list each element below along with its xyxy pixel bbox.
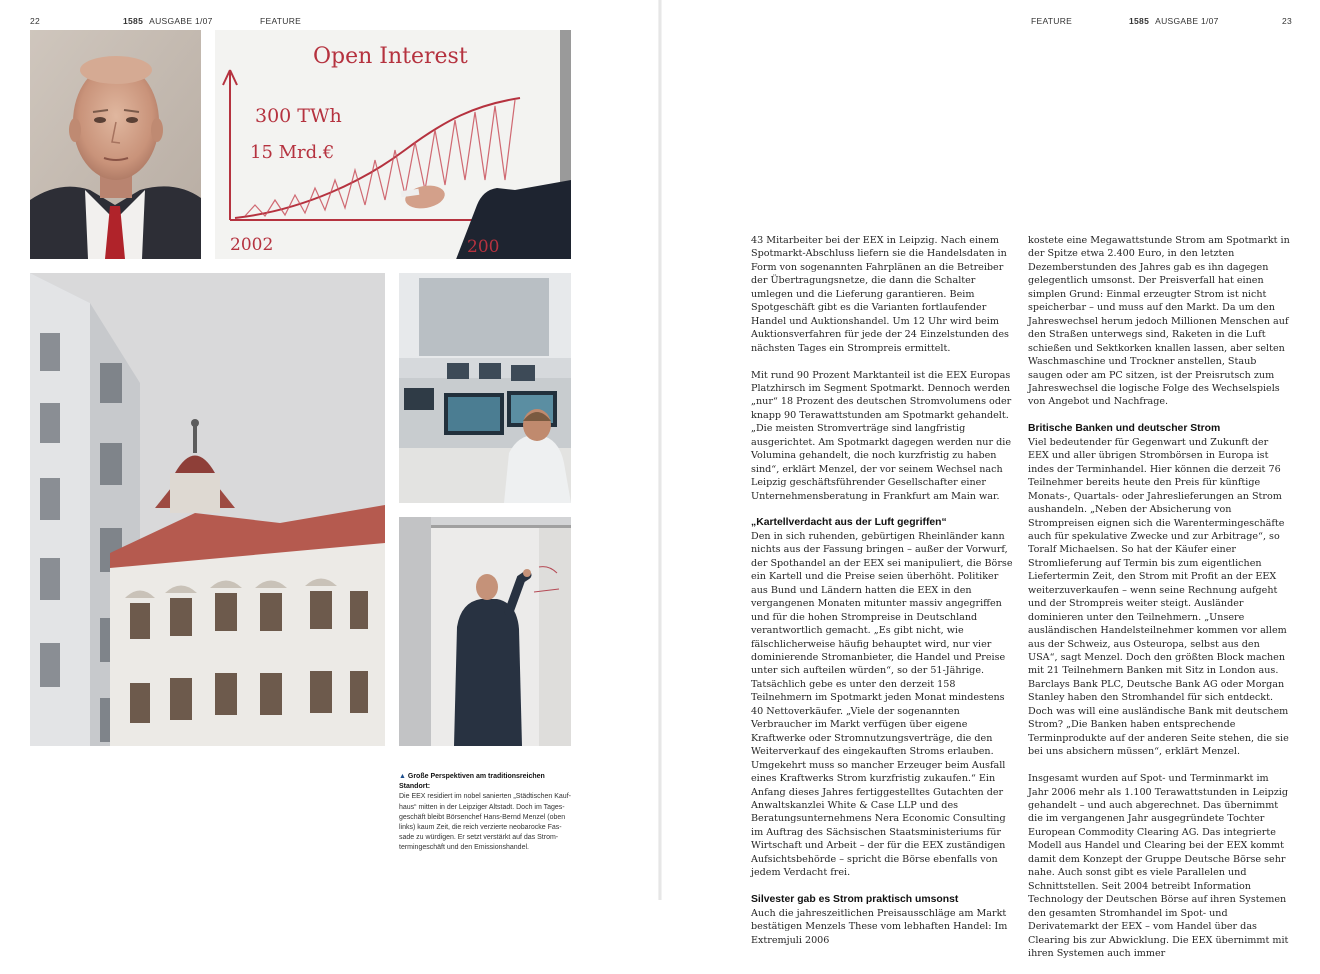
- whiteboard-title: Open Interest: [313, 44, 468, 69]
- page-number-left: 22: [30, 16, 41, 26]
- whiteboard-label-value: 15 Mrd.€: [250, 142, 335, 163]
- whiteboard-year-end: 200: [467, 237, 500, 257]
- caption-line: Die EEX residiert im nobel sanierten „Städtischen Kauf-: [399, 793, 571, 801]
- portrait-image: [30, 30, 201, 259]
- building-image: [30, 273, 385, 746]
- caption-marker-icon: ▲: [399, 773, 406, 780]
- caption-title: Große Perspektiven am traditionsreichen Standort:: [399, 773, 545, 791]
- subheading: Silvester gab es Strom praktisch umsonst: [751, 894, 959, 906]
- caption-line: geschäft bleibt Börsenchef Hans-Bernd Menzel (oben: [399, 813, 566, 821]
- whiteboard-image: [215, 30, 571, 259]
- section-label-left: FEATURE: [260, 16, 302, 26]
- article-column-1: [751, 234, 1013, 960]
- section-label-right: FEATURE: [1031, 16, 1073, 26]
- paragraph: Mit rund 90 Prozent Marktanteil ist die EEX Europas Platzhirsch im Segment Spotmarkt. Dennoch werden „nur“ 18 Prozent des deutschen Stromvolumens oder knapp 90 Terawattstunden am Spotmarkt gehandelt. „Die meisten Stromverträge sind langfristig ausgerichtet. Am Spotmarkt dagegen werden nur die Volumina gehandelt, die noch kurzfristig zu haben sind“, erklärt Menzel, der vor seinem Wechsel nach Leipzig geschäftsführender Gesellschafter einer Unternehmensberatung in Frankfurt am Main war.: [751, 369, 1012, 502]
- subheading: Britische Banken und deutscher Strom: [1028, 423, 1221, 435]
- page-fold: [658, 0, 662, 900]
- caption-line: termingeschäft und den Emissionshandel.: [399, 844, 529, 852]
- trading-room-photo: [399, 273, 571, 503]
- photo-caption: [399, 772, 571, 854]
- paragraph: Den in sich ruhenden, gebürtigen Rheinländer kann nichts aus der Fassung bringen – außer der Vorwurf, der Spothandel an der EEX sei manipuliert, die Börse ein Kartell und die Preise seien überhöht. Politiker aus Bund und Ländern hatten die EEX in den vergangenen Monaten mitunter massiv angegriffen und für die hohen Strompreise in Deutschland verantwortlich gemacht. „Es gibt nicht, wie fälschlicherweise häufig behauptet wird, nur vier dominierende Stromanbieter, die Handel und Preise unter sich aufteilen würden“, so der 51-Jährige. Tatsächlich gebe es unter den derzeit 158 Teilnehmern im Spotmarkt jeden Monat mindestens 40 Nettoverkäufer. „Viele der sogenannten Verbraucher im Markt verfügen über eigene Kraftwerke oder Stromnutzungsverträge, die den Weiterverkauf des eingekauften Stroms erlauben. Umgekehrt muss so mancher Erzeuger beim Ausfall eines Kraftwerks Strom kurzfristig zukaufen.“ Ein Anfang dieses Jahres fertiggestelltes Gutachten der Anwaltskanzlei White & Case LLP und des Beratungsunternehmens Nera Economic Consulting im Auftrag des Sächsischen Staatsministeriums für Wirtschaft und Arbeit – der für die EEX zuständigen Aufsichtsbehörde – spricht die Börse ebenfalls von jedem Verdacht frei.: [751, 530, 1013, 879]
- issue-label: AUSGABE 1/07: [149, 16, 213, 26]
- magazine-name: 1585: [1129, 16, 1150, 26]
- caption-line: sade zu würdigen. Er setzt verstärkt auf das Strom-: [399, 834, 559, 842]
- ceo-whiteboard-image: [399, 517, 571, 746]
- paragraph: Auch die jahreszeitlichen Preisausschläge am Markt bestätigen Menzels These vom lebhaften Handel: Im Extremjuli 2006: [751, 907, 1008, 946]
- caption-line: links) kaum Zeit, die reich verzierte neobarocke Fas-: [399, 824, 562, 832]
- magazine-name: 1585: [123, 16, 144, 26]
- running-header-right: [1129, 16, 1219, 26]
- whiteboard-label-volume: 300 TWh: [255, 105, 342, 127]
- paragraph: kostete eine Megawattstunde Strom am Spotmarkt in der Spitze etwa 2.400 Euro, in den letzten Dezemberstunden des Jahres gab es ihn dagegen gelegentlich umsonst. Der Preisverfall hat einen simplen Grund: Einmal erzeugter Strom ist nicht speicherbar – und muss auf den Markt. Da um den Jahreswechsel herum jedoch Millionen Menschen auf den Straßen unterwegs sind, Raketen in die Luft schießen und Sektkorken knallen lassen, aber selten Waschmaschine und Trockner anstellen, Staub saugen oder am PC sitzen, ist der Preisrutsch zum Jahreswechsel die logische Folge des Wechselspiels von Angebot und Nachfrage.: [1028, 235, 1290, 408]
- running-header-left: [123, 16, 213, 26]
- article-column-2: [1028, 234, 1290, 974]
- ceo-whiteboard-photo: [399, 517, 571, 746]
- portrait-photo: [30, 30, 201, 259]
- caption-line: haus“ mitten in der Leipziger Altstadt. Doch im Tages-: [399, 803, 565, 811]
- building-photo: [30, 273, 385, 746]
- whiteboard-year-start: 2002: [230, 235, 274, 255]
- paragraph: 43 Mitarbeiter bei der EEX in Leipzig. Nach einem Spotmarkt-Abschluss liefern sie die Handelsdaten in Form von sogenannten Fahrplänen an die Betreiber der Übertragungsnetze, die dann die Schalter umlegen und die Lieferung garantieren. Beim Spotgeschäft gibt es die Varianten fortlaufender Handel und Auktionshandel. Um 12 Uhr wird beim Auktionsverfahren für jede der 24 Einzelstunden des nächsten Tages ein Strompreis ermittelt.: [751, 235, 1009, 354]
- whiteboard-photo: [215, 30, 571, 259]
- paragraph: Insgesamt wurden auf Spot- und Terminmarkt im Jahr 2006 mehr als 1.100 Terawattstunden in Leipzig gehandelt – und auch abgerechnet. Das übernimmt die im vergangenen Jahr ausgegründete Tochter European Commodity Clearing AG. Das integrierte Modell aus Handel und Clearing bei der EEX kommt damit dem Konzept der Gruppe Deutsche Börse sehr nahe. Auch sonst gibt es viele Parallelen und Schnittstellen. Seit 2004 betreibt Information Technology der Deutschen Börse auf ihren Systemen den gesamten Stromhandel im Spot- und Derivatemarkt der EEX – vom Handel über das Clearing bis zur Abwicklung. Die EEX übernimmt mit ihren Systemen auch immer: [1028, 773, 1289, 959]
- subheading: „Kartellverdacht aus der Luft gegriffen“: [751, 517, 947, 529]
- trading-room-image: [399, 273, 571, 503]
- page-number-right: 23: [1282, 16, 1293, 26]
- issue-label: AUSGABE 1/07: [1155, 16, 1219, 26]
- paragraph: Viel bedeutender für Gegenwart und Zukunft der EEX und aller übrigen Strombörsen in Europa ist indes der Terminhandel. Hier können die derzeit 76 Teilnehmer bereits heute den Preis für künftige Monats-, Quartals- oder Jahreslieferungen an Strom aushandeln. „Neben der Absicherung von Strompreisen eignen sich die Warentermingeschäfte auch für spekulative Zwecke und zur Arbitrage“, so Toralf Michaelsen. So hat der Käufer einer Stromlieferung auf Termin bis zum eigentlichen Liefertermin Zeit, den Strom mit Profit an der EEX weiterzuverkaufen – wenn seine Rechnung aufgeht und der Strompreis weiter steigt. Ausländer dominieren unter den Teilnehmern. „Unsere ausländischen Handelsteilnehmer kommen vor allem aus der Schweiz, aus Osteuropa, selbst aus den USA“, sagt Menzel. Doch den größten Block machen mit 21 Teilnehmern Banken mit Sitz in London aus. Barclays Bank PLC, Deutsche Bank AG oder Morgan Stanley haben den Stromhandel für sich entdeckt. Doch was will eine ausländische Bank mit deutschem Strom? „Die Banken haben entsprechende Terminprodukte auf der anderen Seite stehen, die sie bei uns absichern müssen“, erklärt Menzel.: [1028, 436, 1289, 758]
